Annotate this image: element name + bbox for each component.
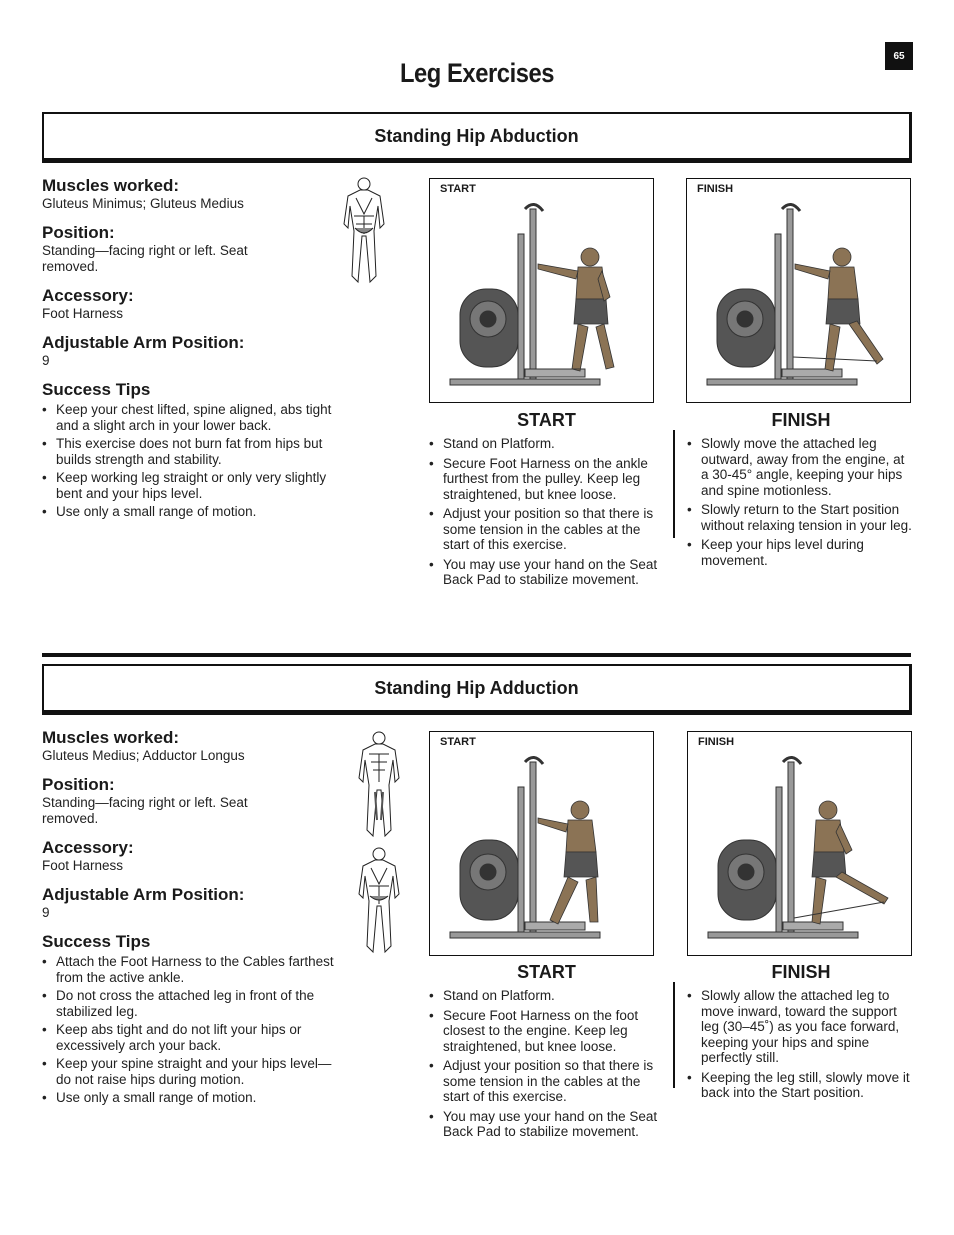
success-tips-label: Success Tips bbox=[42, 380, 151, 399]
success-tips-list bbox=[42, 954, 337, 1106]
accessory-label: Accessory: bbox=[42, 838, 134, 857]
finish-tag: FINISH bbox=[697, 183, 734, 195]
tip-item: • Keep your spine straight and your hips level—do not raise hips during motion. bbox=[42, 1056, 337, 1087]
accessory-value: Foot Harness bbox=[42, 858, 124, 873]
start-photo-abduction bbox=[429, 178, 654, 403]
tip-item: • Keep working leg straight or only very slightly bent and your hips level. bbox=[42, 470, 342, 501]
muscles-value: Gluteus Medius; Adductor Longus bbox=[42, 748, 245, 763]
finish-heading: FINISH bbox=[771, 410, 831, 430]
position-label: Position: bbox=[42, 775, 115, 794]
tip-item: • Do not cross the attached leg in front of the stabilized leg. bbox=[42, 988, 337, 1019]
finish-photo-abduction bbox=[686, 178, 911, 403]
step-item: • Stand on Platform. bbox=[429, 436, 664, 452]
exercise-info-adduction bbox=[42, 728, 342, 1109]
position-value: Standing—facing right or left. Seat removed. bbox=[42, 243, 248, 274]
arm-position-value: 9 bbox=[42, 905, 50, 920]
position-value: Standing—facing right or left. Seat removed. bbox=[42, 795, 248, 826]
start-steps-list bbox=[429, 436, 664, 588]
success-tips-label: Success Tips bbox=[42, 932, 151, 951]
position-label: Position: bbox=[42, 223, 115, 242]
column-divider bbox=[673, 430, 675, 538]
exercise-machine-illustration bbox=[430, 732, 653, 955]
arm-position-label: Adjustable Arm Position: bbox=[42, 333, 245, 352]
tip-item: • Use only a small range of motion. bbox=[42, 1090, 337, 1106]
start-heading: START bbox=[517, 962, 576, 982]
step-item: • Keeping the leg still, slowly move it back into the Start position. bbox=[687, 1070, 915, 1101]
finish-steps-list bbox=[687, 436, 915, 568]
step-item: • You may use your hand on the Seat Back Pad to stabilize movement. bbox=[429, 557, 664, 588]
step-item: • You may use your hand on the Seat Back Pad to stabilize movement. bbox=[429, 1109, 664, 1140]
start-steps-abduction bbox=[429, 410, 664, 592]
finish-steps-list bbox=[687, 988, 915, 1101]
muscles-label: Muscles worked: bbox=[42, 728, 179, 747]
exercise-banner-adduction: Standing Hip Adduction bbox=[42, 664, 912, 715]
step-item: • Keep your hips level during movement. bbox=[687, 537, 915, 568]
finish-steps-adduction bbox=[687, 962, 915, 1105]
muscles-label: Muscles worked: bbox=[42, 176, 179, 195]
finish-photo-adduction bbox=[687, 731, 912, 956]
tip-item: • Attach the Foot Harness to the Cables farthest from the active ankle. bbox=[42, 954, 337, 985]
step-item: • Adjust your position so that there is some tension in the cables at the start of this exercise. bbox=[429, 1058, 664, 1105]
page-title: Leg Exercises bbox=[399, 58, 555, 88]
step-item: • Slowly allow the attached leg to move inward, toward the support leg (30–45˚) as you face forward, keeping your hips and spine perfectly still. bbox=[687, 988, 915, 1066]
muscle-diagram-front bbox=[354, 730, 404, 840]
tip-item: • Use only a small range of motion. bbox=[42, 504, 342, 520]
tip-item: • Keep your chest lifted, spine aligned, abs tight and a slight arch in your lower back. bbox=[42, 402, 342, 433]
muscle-diagram-back bbox=[354, 846, 404, 956]
tip-item: • Keep abs tight and do not lift your hips or excessively arch your back. bbox=[42, 1022, 337, 1053]
section-divider bbox=[42, 653, 911, 657]
page-number: 65 bbox=[885, 42, 913, 70]
start-steps-list bbox=[429, 988, 664, 1140]
accessory-label: Accessory: bbox=[42, 286, 134, 305]
step-item: • Slowly return to the Start position without relaxing tension in your leg. bbox=[687, 502, 915, 533]
finish-heading: FINISH bbox=[771, 962, 831, 982]
step-item: • Secure Foot Harness on the foot closest to the engine. Keep leg straightened, but knee loose. bbox=[429, 1008, 664, 1055]
step-item: • Slowly move the attached leg outward, away from the engine, at a 30-45° angle, keeping your hips and spine motionless. bbox=[687, 436, 915, 498]
exercise-banner-abduction: Standing Hip Abduction bbox=[42, 112, 912, 163]
column-divider bbox=[673, 982, 675, 1088]
start-photo-adduction bbox=[429, 731, 654, 956]
step-item: • Secure Foot Harness on the ankle furthest from the pulley. Keep leg straightened, but knee loose. bbox=[429, 456, 664, 503]
exercise-machine-illustration bbox=[430, 179, 653, 402]
exercise-machine-illustration bbox=[688, 732, 911, 955]
exercise-machine-illustration bbox=[687, 179, 910, 402]
muscles-value: Gluteus Minimus; Gluteus Medius bbox=[42, 196, 244, 211]
step-item: • Stand on Platform. bbox=[429, 988, 664, 1004]
success-tips-list bbox=[42, 402, 342, 520]
accessory-value: Foot Harness bbox=[42, 306, 124, 321]
arm-position-value: 9 bbox=[42, 353, 50, 368]
start-tag: START bbox=[440, 736, 476, 748]
start-heading: START bbox=[517, 410, 576, 430]
exercise-info-abduction bbox=[42, 176, 342, 523]
tip-item: • This exercise does not burn fat from hips but builds strength and stability. bbox=[42, 436, 342, 467]
finish-tag: FINISH bbox=[698, 736, 735, 748]
muscle-diagram-back bbox=[340, 176, 388, 286]
start-tag: START bbox=[440, 183, 476, 195]
arm-position-label: Adjustable Arm Position: bbox=[42, 885, 245, 904]
step-item: • Adjust your position so that there is some tension in the cables at the start of this exercise. bbox=[429, 506, 664, 553]
start-steps-adduction bbox=[429, 962, 664, 1144]
finish-steps-abduction bbox=[687, 410, 915, 572]
